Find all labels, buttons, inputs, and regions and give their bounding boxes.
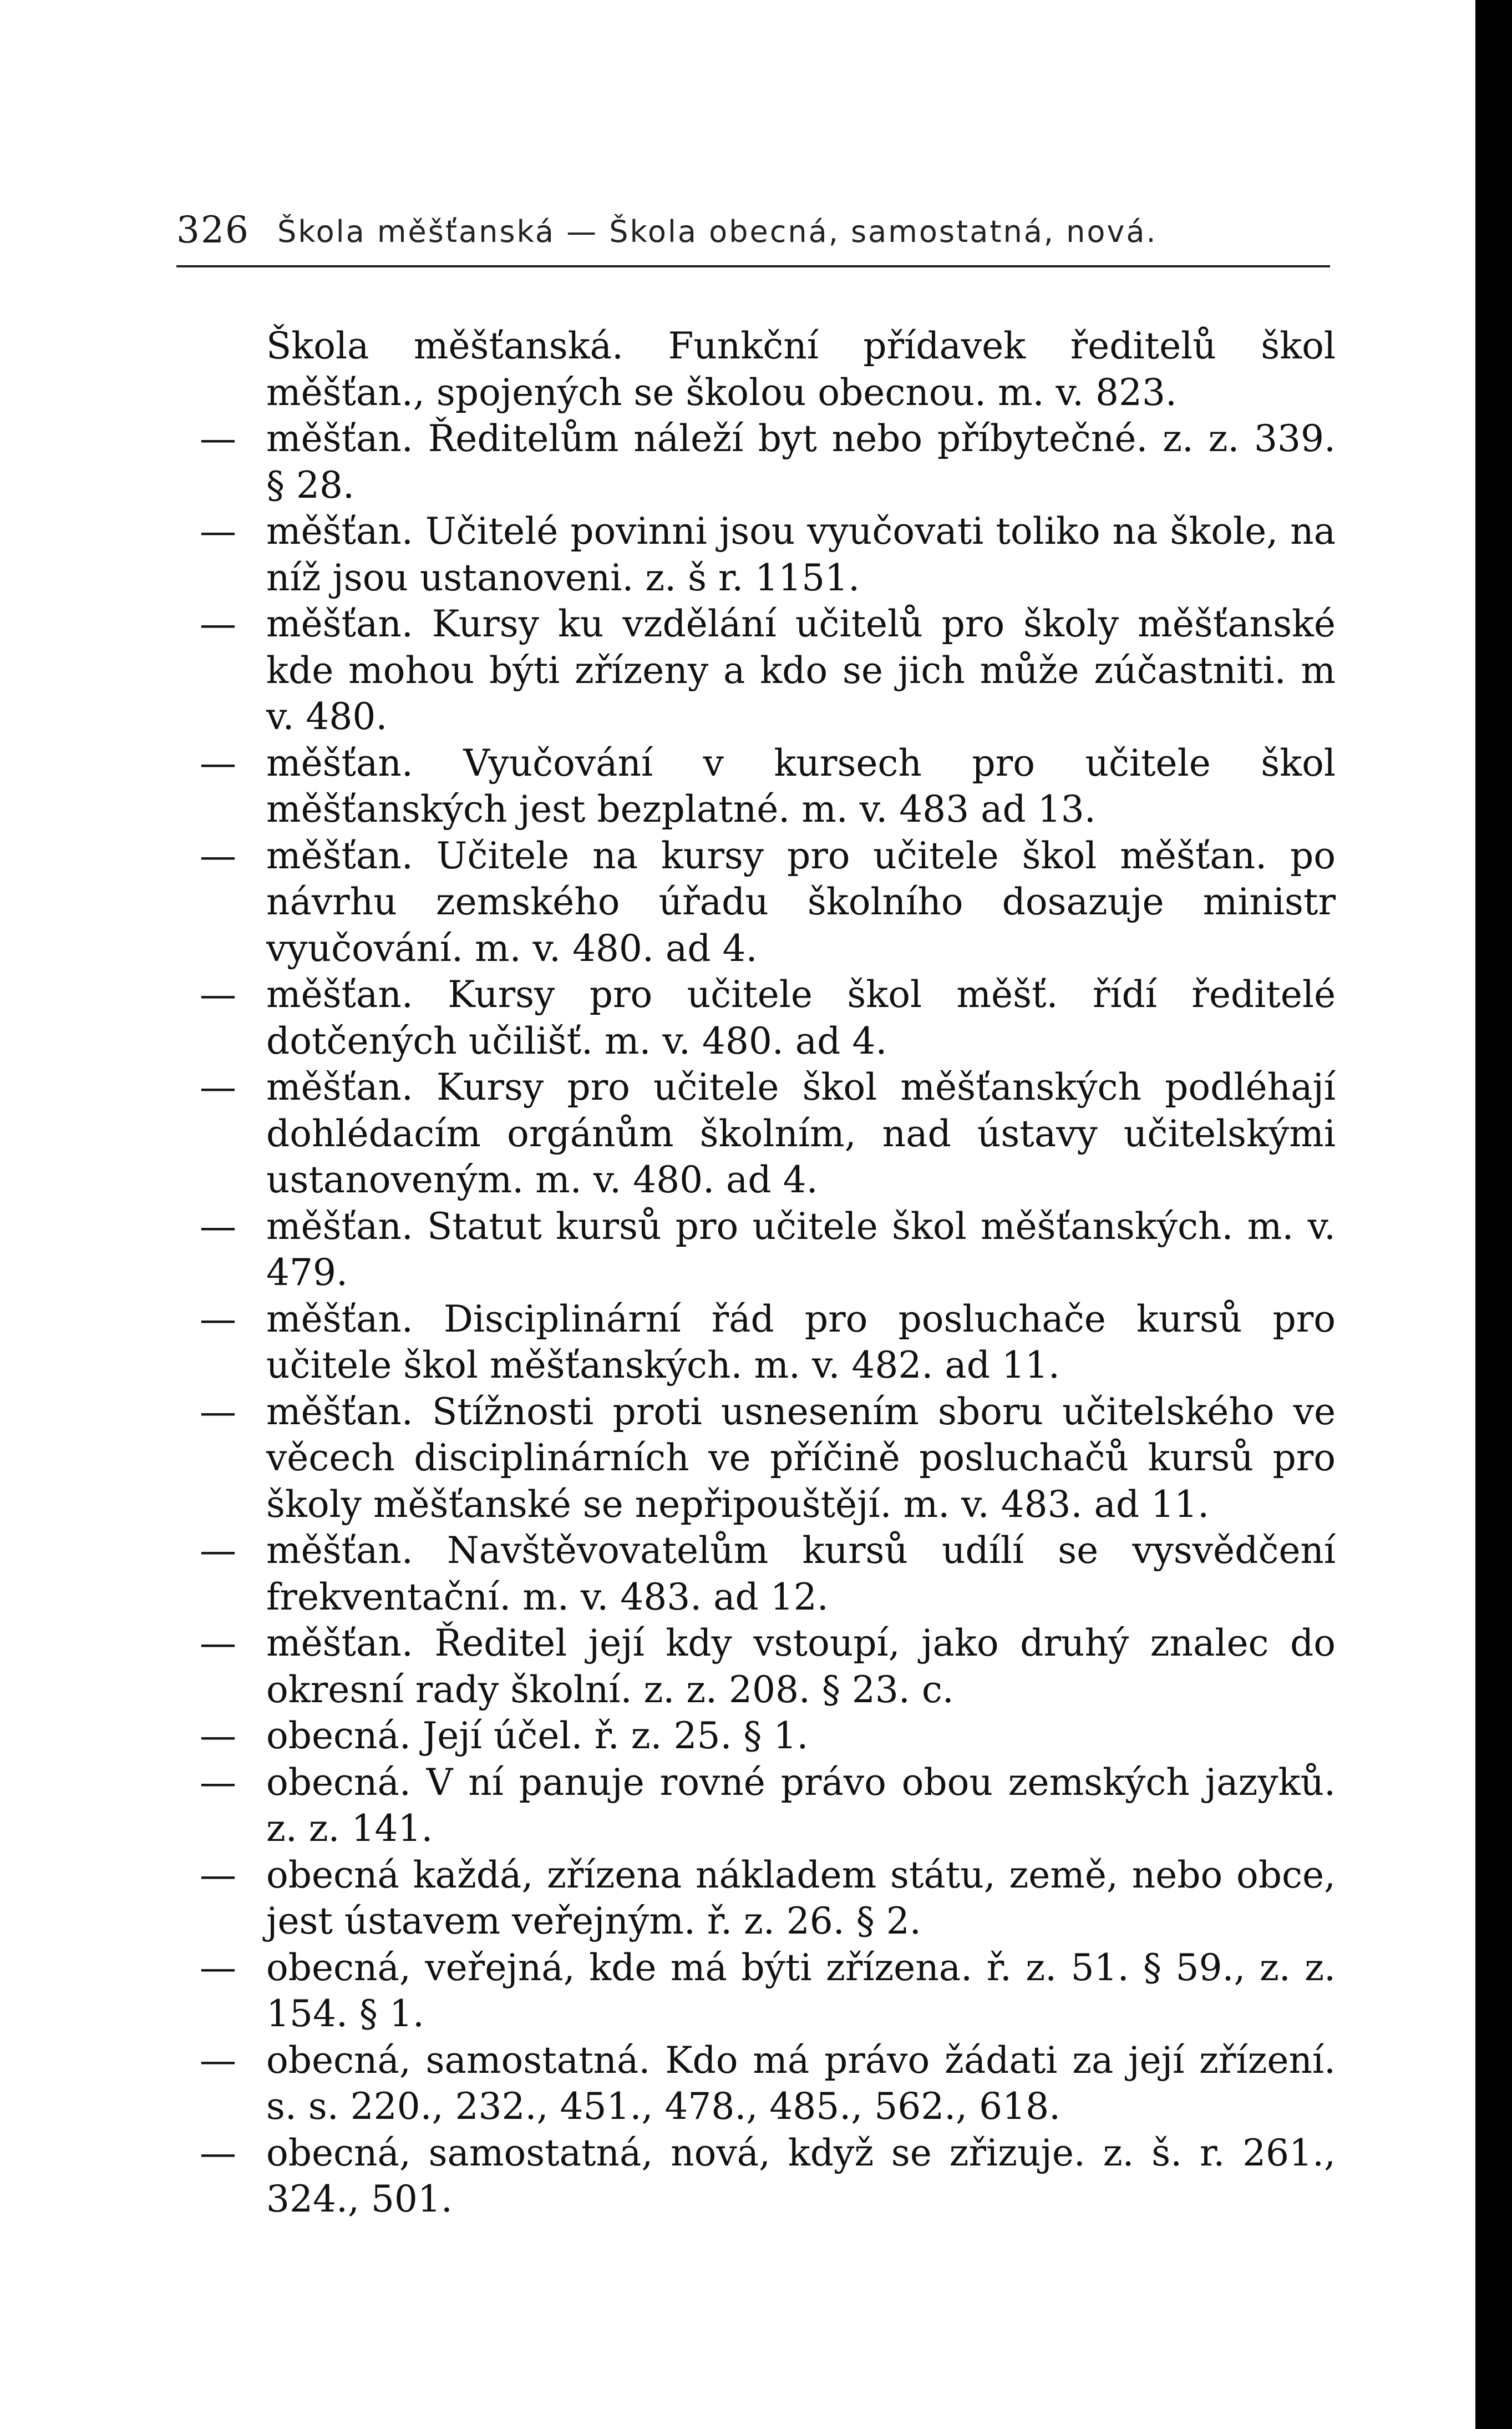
entry-dash: — (200, 510, 236, 553)
index-entry (176, 1620, 1336, 1713)
index-entry (176, 1296, 1336, 1389)
index-entry (176, 1527, 1336, 1620)
entry-dash: — (200, 2131, 236, 2174)
entry-text: měšťan. Statut kursů pro učitele škol měšťanských. m. v. 479. (266, 1205, 1336, 1294)
index-entry (176, 2037, 1336, 2130)
index-entry (176, 1064, 1336, 1203)
index-entry (176, 2130, 1336, 2223)
entry-text: obecná. Její účel. ř. z. 25. § 1. (266, 1714, 809, 1757)
entry-text: obecná, samostatná, nová, když se zřizuje. z. š. r. 261., 324., 501. (266, 2131, 1336, 2220)
entry-dash: — (200, 1622, 236, 1664)
entry-text: měšťan. Disciplinární řád pro posluchače kursů pro učitele škol měšťanských. m. v. 482. ad 11. (266, 1297, 1336, 1386)
entry-text: měšťan. Učitelé povinni jsou vyučovati toliko na škole, na níž jsou ustanoveni. z. š r. 1151. (266, 510, 1336, 599)
index-entry (176, 1759, 1336, 1852)
index-entry (176, 833, 1336, 972)
running-header (176, 206, 1330, 256)
entry-text: obecná, veřejná, kde má býti zřízena. ř. z. 51. § 59., z. z. 154. § 1. (266, 1946, 1336, 2035)
header-rule (176, 265, 1330, 267)
entry-dash: — (200, 1529, 236, 1572)
entry-text: obecná, samostatná. Kdo má právo žádati za její zřízení. s. s. 220., 232., 451., 478., 485., 562., 618. (266, 2038, 1336, 2128)
entry-text: Škola měšťanská. Funkční přídavek ředitelů škol měšťan., spojených se školou obecnou. m. v. 823. (266, 325, 1336, 414)
entry-dash: — (200, 417, 236, 460)
entry-dash: — (200, 603, 236, 645)
entry-dash: — (200, 2038, 236, 2082)
entry-text: měšťan. Kursy ku vzdělání učitelů pro školy měšťanské kde mohou býti zřízeny a kdo se jich může zúčastniti. m v. 480. (266, 603, 1336, 738)
entry-text: obecná každá, zřízena nákladem státu, země, nebo obce, jest ústavem veřejným. ř. z. 26. § 2. (266, 1853, 1336, 1942)
entry-dash: — (200, 1205, 236, 1248)
entry-dash: — (200, 973, 236, 1016)
index-entry (176, 1713, 1336, 1759)
index-entry (176, 508, 1336, 601)
index-entry (176, 740, 1336, 833)
entry-text: obecná. V ní panuje rovné právo obou zemských jazyků. z. z. 141. (266, 1760, 1336, 1850)
entry-text: měšťan. Navštěvovatelům kursů udílí se vysvědčení frekventační. m. v. 483. ad 12. (266, 1529, 1336, 1618)
entry-dash: — (200, 1714, 236, 1757)
index-entry (176, 1852, 1336, 1945)
entry-dash: — (200, 834, 236, 877)
entry-text: měšťan. Stížnosti proti usnesením sboru učitelského ve věcech disciplinárních ve příčině posluchačů kursů pro školy měšťanské se nepřipouštějí. m. v. 483. ad 11. (266, 1390, 1336, 1526)
entry-dash: — (200, 1946, 236, 1989)
entry-dash: — (200, 741, 236, 785)
index-entry (176, 1945, 1336, 2037)
index-entry (176, 601, 1336, 740)
index-entry (176, 1389, 1336, 1528)
index-entries (176, 323, 1336, 2223)
entry-dash: — (200, 1297, 236, 1340)
index-entry (176, 416, 1336, 508)
entry-text: měšťan. Kursy pro učitele škol měšť. řídí ředitelé dotčených učilišť. m. v. 480. ad 4. (266, 973, 1336, 1062)
entry-dash: — (200, 1760, 236, 1804)
entry-dash: — (200, 1066, 236, 1109)
entry-text: měšťan. Kursy pro učitele škol měšťanských podléhají dohlédacím orgánům školním, nad ústavy učitelskými ustanoveným. m. v. 480. ad 4. (266, 1066, 1336, 1201)
entry-text: měšťan. Ředitelům náleží byt nebo příbytečné. z. z. 339. § 28. (266, 417, 1336, 507)
page-number: 326 (176, 209, 250, 251)
entry-text: měšťan. Učitele na kursy pro učitele škol měšťan. po návrhu zemského úřadu školního dosazuje ministr vyučování. m. v. 480. ad 4. (266, 834, 1336, 970)
index-entry (176, 971, 1336, 1064)
index-entry (176, 323, 1336, 416)
running-title: Škola měšťanská — Škola obecná, samostatná, nová. (277, 214, 1158, 249)
entry-dash: — (200, 1390, 236, 1433)
entry-dash: — (200, 1853, 236, 1896)
entry-text: měšťan. Ředitel její kdy vstoupí, jako druhý znalec do okresní rady školní. z. z. 208. § 23. c. (266, 1622, 1336, 1711)
entry-text: měšťan. Vyučování v kursech pro učitele škol měšťanských jest bezplatné. m. v. 483 ad 13. (266, 741, 1336, 831)
index-entry (176, 1203, 1336, 1296)
